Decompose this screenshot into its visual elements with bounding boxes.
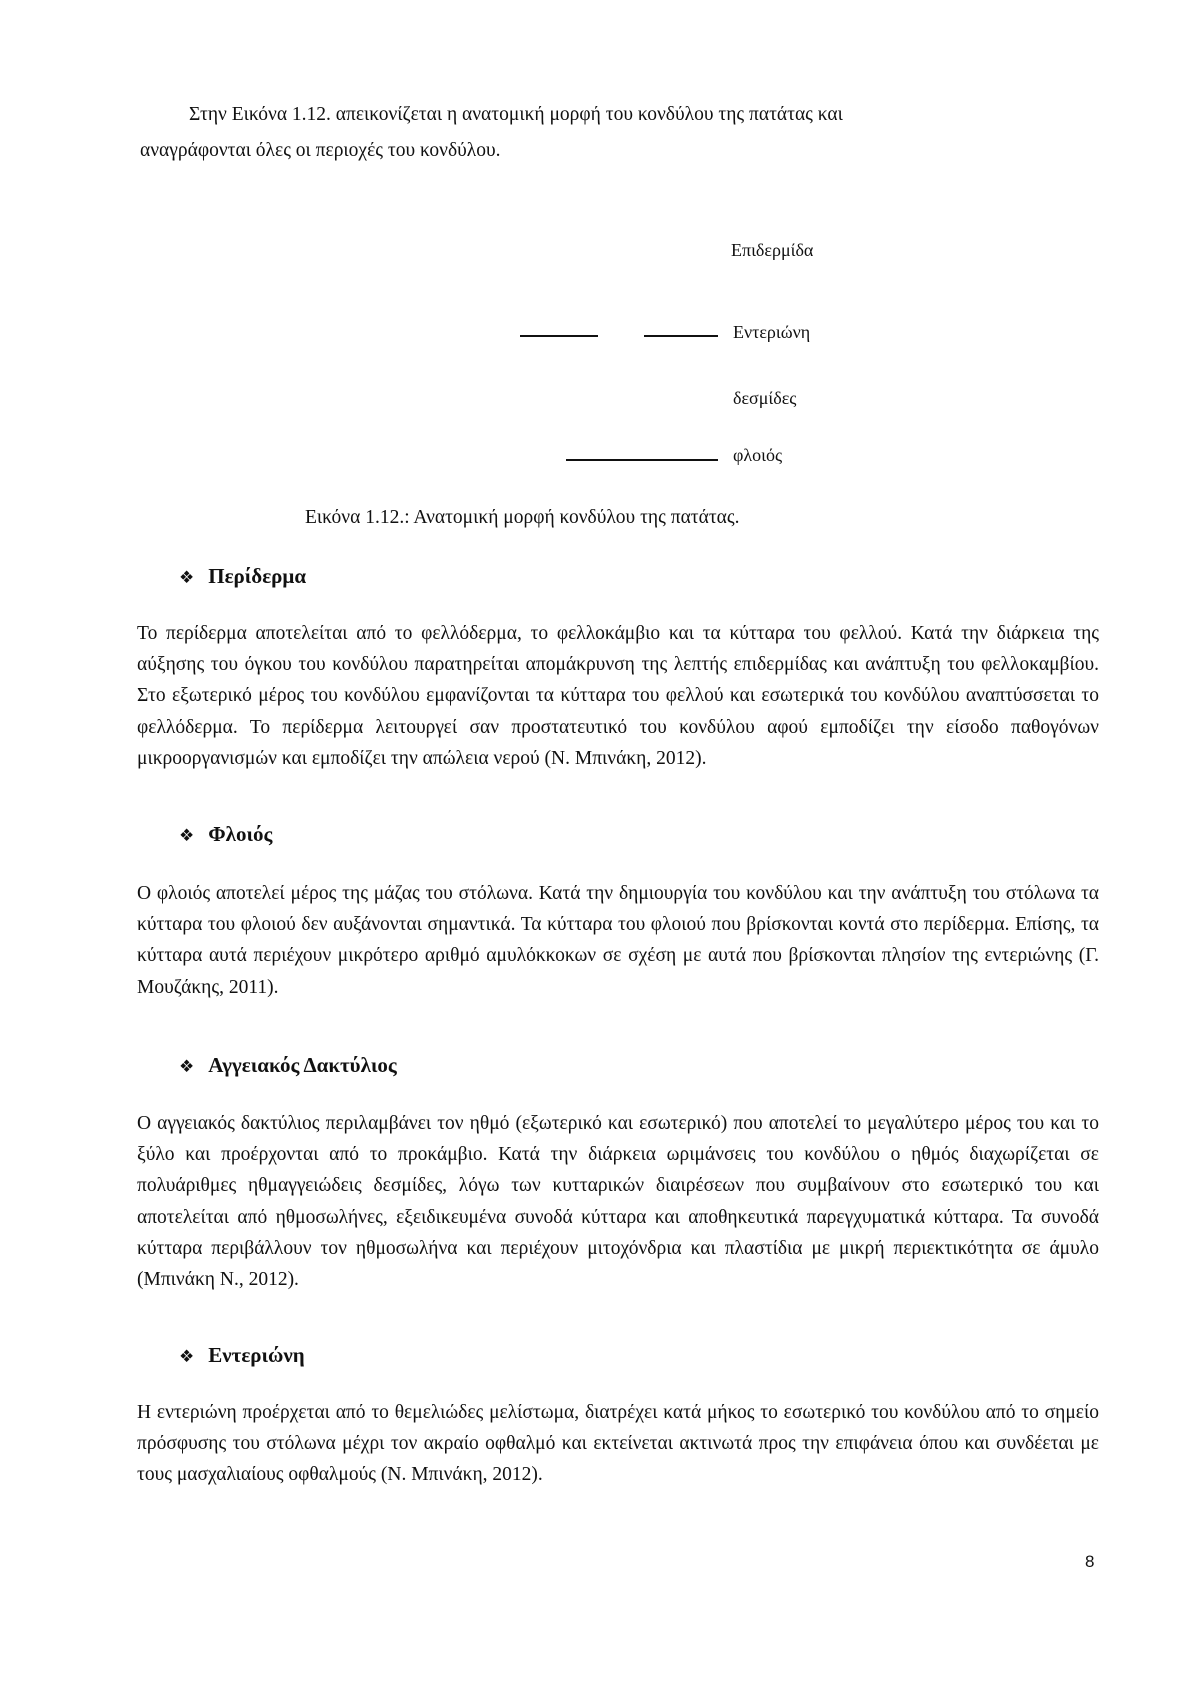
diamond-bullet-icon: ❖ <box>179 1057 195 1076</box>
diamond-bullet-icon: ❖ <box>179 568 195 587</box>
section-title: Εντεριώνη <box>208 1343 305 1367</box>
label-enteriosni: Εντεριώνη <box>733 322 811 342</box>
section-heading-floios <box>179 822 272 847</box>
section-text-angeiakos: Ο αγγειακός δακτύλιος περιλαμβάνει τον ηθμό (εξωτερικό και εσωτερικό) που αποτελεί το μεγαλύτερο μέρος του και το ξύλο και προέρχονται από το προκάμβιο. Κατά την διάρκεια ωριμάνσεις του κονδύλου ο ηθμός διαχωρίζεται σε πολυάριθμες ηθμαγγειώδεις δεσμίδες, λόγω των κυτταρικών διαιρέσεων που συμβαίνουν στο εσωτερικό του και αποτελείται από ηθμοσωλήνες, εξειδικευμένα συνοδά κύτταρα και αποθηκευτικά παρεγχυματικά κύτταρα. Τα συνοδά κύτταρα περιβάλλουν τον ηθμοσωλήνα και περιέχουν μιτοχόνδρια και πλαστίδια με μικρή περιεκτικότητα σε άμυλο (Μπινάκη Ν., 2012). <box>137 1113 1099 1291</box>
diamond-bullet-icon: ❖ <box>179 826 195 845</box>
section-title: Περίδερμα <box>208 564 307 588</box>
leader-line <box>520 335 598 337</box>
section-text-periderma: Το περίδερμα αποτελείται από το φελλόδερμα, το φελλοκάμβιο και τα κύτταρα του φελλού. Κατά την διάρκεια της αύξησης του όγκου του κονδύλου παρατηρείται απομάκρυνση της λεπτής επιδερμίδας και ανάπτυξη του φελλοκαμβίου. Στο εξωτερικό μέρος του κονδύλου εμφανίζονται τα κύτταρα του φελλού και εσωτερικά του κονδύλου αναπτύσσεται το φελλόδερμα. Το περίδερμα λειτουργεί σαν προστατευτικό του κονδύλου αφού εμποδίζει την είσοδο παθογόνων μικροοργανισμών και εμποδίζει την απώλεια νερού (Ν. Μπινάκη, 2012). <box>137 623 1099 769</box>
leader-line <box>644 335 718 337</box>
intro-line-1: Στην Εικόνα 1.12. απεικονίζεται η ανατομική μορφή του κονδύλου της πατάτας και <box>189 104 843 125</box>
leader-line <box>566 459 718 461</box>
label-floios: φλοιός <box>733 445 783 465</box>
page-number: 8 <box>1085 1552 1095 1571</box>
section-title: Αγγειακός Δακτύλιος <box>208 1053 397 1077</box>
figure-caption: Εικόνα 1.12.: Ανατομική μορφή κονδύλου της πατάτας. <box>305 507 740 528</box>
label-desmides: δεσμίδες <box>733 388 797 408</box>
intro-line-2: αναγράφονται όλες οι περιοχές του κονδύλου. <box>140 140 501 161</box>
section-title: Φλοιός <box>208 822 273 846</box>
section-heading-periderma <box>179 564 306 589</box>
section-heading-enteriosni <box>179 1343 305 1368</box>
section-text-enteriosni: Η εντεριώνη προέρχεται από το θεμελιώδες μελίστωμα, διατρέχει κατά μήκος το εσωτερικό του κονδύλου από το σημείο πρόσφυσης του στόλωνα μέχρι τον ακραίο οφθαλμό και εκτείνεται ακτινωτά προς την επιφάνεια όπου και συνδέεται με τους μασχαλιαίους οφθαλμούς (Ν. Μπινάκη, 2012). <box>137 1402 1099 1486</box>
section-heading-angeiakos <box>179 1053 397 1078</box>
diamond-bullet-icon: ❖ <box>179 1347 195 1366</box>
section-text-floios: Ο φλοιός αποτελεί μέρος της μάζας του στόλωνα. Κατά την δημιουργία του κονδύλου και την ανάπτυξη του στόλωνα τα κύτταρα του φλοιού δεν αυξάνονται σημαντικά. Τα κύτταρα του φλοιού που βρίσκονται κοντά στο περίδερμα. Επίσης, τα κύτταρα αυτά περιέχουν μικρότερο αριθμό αμυλόκκοκων σε σχέση με αυτά που βρίσκονται πλησίον της εντεριώνης (Γ. Μουζάκης, 2011). <box>137 883 1099 998</box>
label-epidermides: Επιδερμίδα <box>731 240 814 260</box>
